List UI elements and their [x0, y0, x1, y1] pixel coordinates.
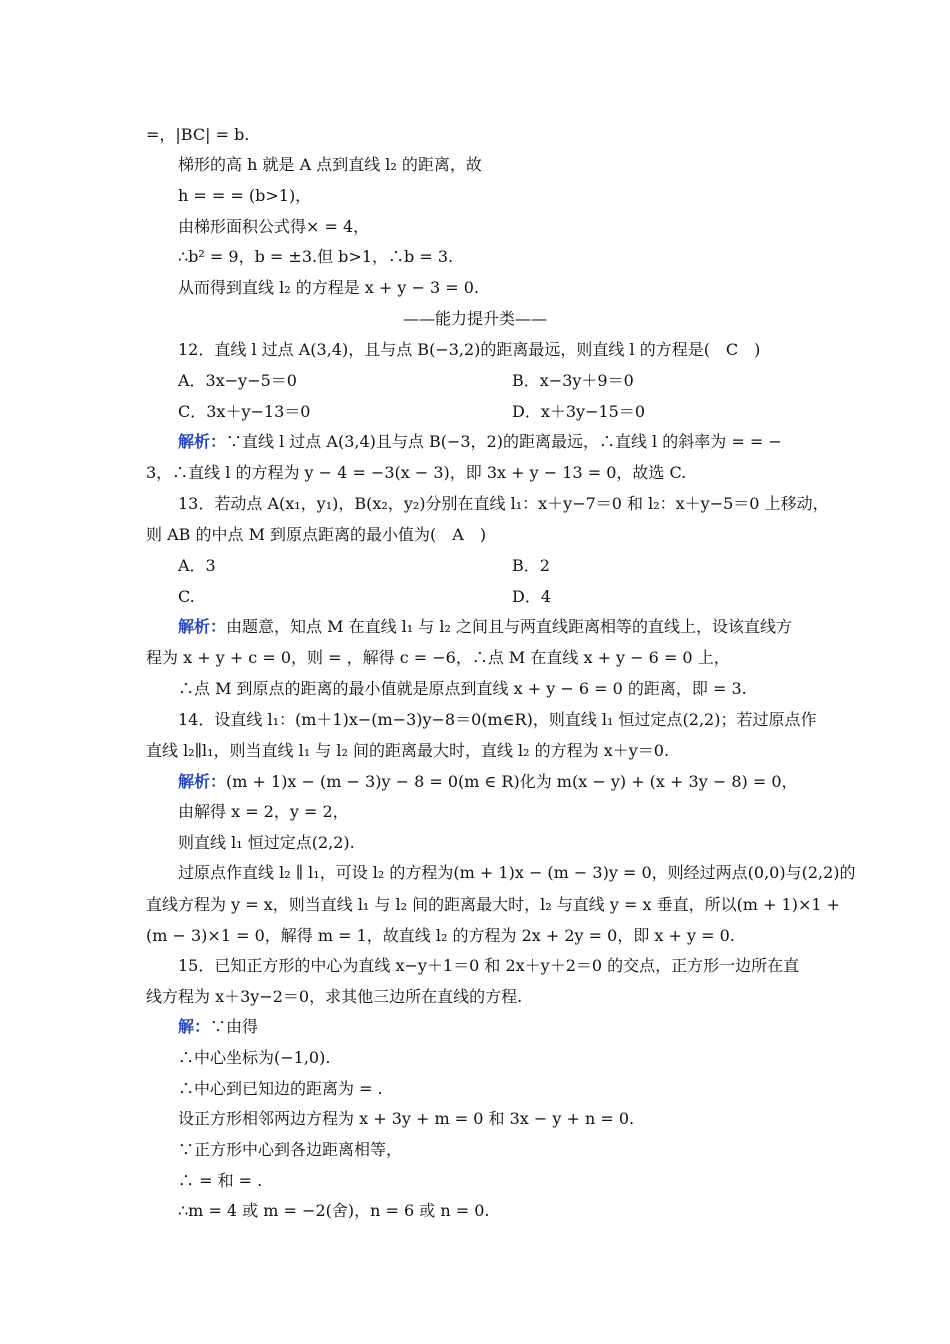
question-13: 13．若动点 A(x₁，y₁)，B(x₂，y₂)分别在直线 l₁：x＋y−7＝0 和 l₂：x＋y−5＝0 上移动，: [178, 494, 829, 513]
option-b: B．x−3y＋9＝0: [512, 371, 634, 390]
text-line: 设正方形相邻两边方程为 x + 3y + m = 0 和 3x − y + n = 0.: [178, 1109, 635, 1128]
solution-text: (m + 1)x − (m − 3)y − 8 = 0(m ∈ R)化为 m(x − y) + (x + 3y − 8) = 0，: [226, 772, 798, 791]
text-line: ∴m = 4 或 m = −2(舍)，n = 6 或 n = 0.: [178, 1201, 490, 1220]
text-line: 线方程为 x＋3y−2＝0，求其他三边所在直线的方程.: [146, 987, 523, 1006]
solution-label: 解析：: [178, 772, 227, 791]
solution-label: 解：: [178, 1017, 211, 1036]
text-line: 梯形的高 h 就是 A 点到直线 l₂ 的距离，故: [178, 155, 482, 174]
option-c: C.: [178, 587, 195, 606]
option-a: A．3: [178, 556, 216, 575]
solution-text: 由题意，知点 M 在直线 l₁ 与 l₂ 之间且与两直线距离相等的直线上，设该直线方: [226, 617, 792, 636]
text-line: 从而得到直线 l₂ 的方程是 x + y − 3 = 0.: [178, 278, 480, 297]
section-heading: ——能力提升类——: [402, 309, 547, 328]
text-line: 过原点作直线 l₂ ∥ l₁，可设 l₂ 的方程为(m + 1)x − (m − 3)y = 0，则经过两点(0,0)与(2,2)的: [178, 863, 856, 882]
text-line: 由梯形面积公式得× = 4，: [178, 217, 370, 236]
option-d: D．4: [512, 587, 552, 606]
text-line: ∴中心到已知边的距离为 = .: [178, 1079, 383, 1098]
solution-line: [178, 771, 798, 793]
text-line: 则 AB 的中点 M 到原点距离的最小值为( A ): [146, 525, 487, 544]
text-line: h = = = (b>1)，: [178, 186, 312, 205]
question-14: 14．设直线 l₁：(m＋1)x−(m−3)y−8＝0(m∈R)，则直线 l₁ 恒过定点(2,2)；若过原点作: [178, 710, 817, 729]
solution-text: ∵直线 l 过点 A(3,4)且与点 B(−3，2)的距离最远，∴直线 l 的斜率为 = = −: [226, 432, 782, 451]
solution-line: [178, 616, 792, 638]
solution-line: [178, 431, 782, 453]
solution-label: 解析：: [178, 617, 227, 636]
text-line: 直线方程为 y = x，则当直线 l₁ 与 l₂ 间的距离最大时，l₂ 与直线 y = x 垂直，所以(m + 1)×1 +: [146, 895, 841, 914]
text-line: 3，∴直线 l 的方程为 y − 4 = −3(x − 3)，即 3x + y − 13 = 0，故选 C.: [146, 463, 687, 482]
text-line: ∴点 M 到原点的距离的最小值就是原点到直线 x + y − 6 = 0 的距离，即 = 3.: [178, 679, 747, 698]
text-line: ∴中心坐标为(−1,0).: [178, 1048, 331, 1067]
option-c: C．3x＋y−13＝0: [178, 402, 311, 421]
solution-text: ∵由得: [210, 1017, 259, 1036]
text-line: =，|BC| = b.: [146, 125, 250, 144]
option-d: D．x＋3y−15＝0: [512, 402, 646, 421]
solution-label: 解析：: [178, 432, 227, 451]
text-line: 直线 l₂∥l₁，则当直线 l₁ 与 l₂ 间的距离最大时，直线 l₂ 的方程为 x＋y＝0.: [146, 741, 670, 760]
question-15: 15．已知正方形的中心为直线 x−y＋1＝0 和 2x＋y＋2＝0 的交点，正方形一边所在直: [178, 956, 800, 975]
solution-line: [178, 1016, 258, 1038]
text-line: 则直线 l₁ 恒过定点(2,2).: [178, 833, 355, 852]
option-b: B．2: [512, 556, 550, 575]
text-line: ∵正方形中心到各边距离相等，: [178, 1140, 403, 1159]
text-line: 由解得 x = 2，y = 2，: [178, 802, 349, 821]
option-a: A．3x−y−5＝0: [178, 371, 297, 390]
text-line: ∴b² = 9，b = ±3.但 b>1，∴b = 3.: [178, 247, 454, 266]
question-12: 12．直线 l 过点 A(3,4)，且与点 B(−3,2)的距离最远，则直线 l 的方程是( C ): [178, 340, 761, 359]
text-line: ∴ = 和 = .: [178, 1171, 263, 1190]
text-line: (m − 3)×1 = 0，解得 m = 1，故直线 l₂ 的方程为 2x + 2y = 0，即 x + y = 0.: [146, 926, 735, 945]
text-line: 程为 x + y + c = 0，则 = ，解得 c = −6，∴点 M 在直线 x + y − 6 = 0 上，: [146, 648, 730, 667]
